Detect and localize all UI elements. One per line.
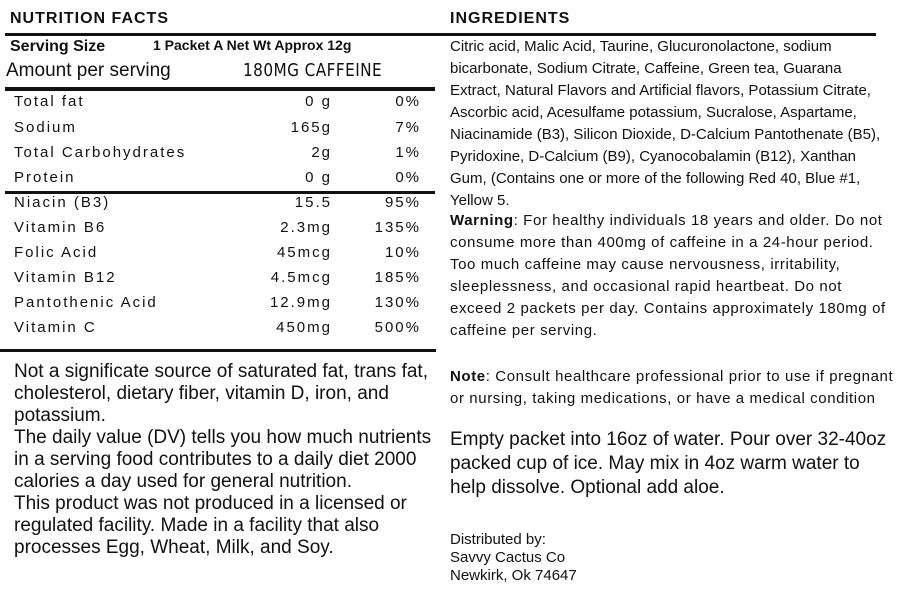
vitamin-dv: 10%: [384, 244, 421, 261]
vitamin-amount: 12.9mg: [269, 294, 332, 311]
nutrient-name: Total fat: [14, 93, 85, 110]
note-block: [450, 366, 895, 410]
vitamin-row-folic-acid: [14, 244, 424, 266]
distributed-by-label: Distributed by:: [450, 531, 546, 548]
vitamin-dv: 95%: [384, 194, 421, 211]
vitamin-name: Vitamin B12: [14, 269, 117, 286]
vitamin-name: Folic Acid: [14, 244, 99, 261]
nutrient-row-protein: [14, 169, 424, 191]
nutrient-row-sodium: [14, 119, 424, 141]
vitamin-row-vitamin-c: [14, 319, 424, 341]
amount-rule: [5, 87, 435, 91]
not-significant-note: Not a significate source of saturated fat, trans fat, cholesterol, dietary fiber, vitamin D, iron, and potassium.: [14, 361, 428, 426]
vitamin-dv: 135%: [374, 219, 421, 236]
nutrient-amount: 165g: [290, 119, 332, 136]
nutrition-facts-title: NUTRITION FACTS: [10, 10, 169, 27]
vitamin-name: Vitamin B6: [14, 219, 107, 236]
distributor-block: [450, 531, 577, 585]
vitamin-dv: 130%: [374, 294, 421, 311]
nutrient-amount: 2g: [311, 144, 332, 161]
vitamin-name: Vitamin C: [14, 319, 97, 336]
vitamin-row-pantothenic-acid: [14, 294, 424, 316]
vitamin-row-b12: [14, 269, 424, 291]
warning-text: : For healthy individuals 18 years and older. Do not consume more than 400mg of caffeine in a 24-hour period. Too much caffeine may cause nervousness, irritability, sleeplessness, and occasional rapid heartbeat. Do not exceed 2 packets per day. Contains approximately 180mg of caffeine per serving.: [450, 212, 886, 339]
facility-note: This product was not produced in a licensed or regulated facility. Made in a facility that also processes Egg, Wheat, Milk, and Soy.: [14, 493, 407, 558]
nutrient-dv: 1%: [395, 144, 421, 161]
vitamin-dv: 185%: [374, 269, 421, 286]
nutrient-amount: 0 g: [305, 93, 332, 110]
serving-size-label: Serving Size: [10, 38, 106, 55]
nutrient-amount: 0 g: [305, 169, 332, 186]
serving-size-value: 1 Packet A Net Wt Approx 12g: [153, 37, 352, 53]
vitamin-amount: 45mcg: [276, 244, 332, 261]
directions: Empty packet into 16oz of water. Pour over 32-40oz packed cup of ice. May mix in 4oz warm water to help dissolve. Optional add aloe.: [450, 429, 887, 498]
nutrient-name: Sodium: [14, 119, 77, 136]
note-label: Note: [450, 368, 486, 385]
vitamin-dv: 500%: [374, 319, 421, 336]
nutrient-row-total-carbohydrates: [14, 144, 424, 166]
vitamin-name: Niacin (B3): [14, 194, 111, 211]
nutrient-row-total-fat: [14, 93, 424, 115]
distributor-name: Savvy Cactus Co: [450, 549, 566, 566]
bottom-rule: [0, 349, 436, 352]
nutrient-dv: 7%: [395, 119, 421, 136]
vitamin-amount: 450mg: [276, 319, 332, 336]
nutrient-name: Protein: [14, 169, 76, 186]
nutrient-name: Total Carbohydrates: [14, 144, 187, 161]
caffeine-amount: 180MG CAFFEINE: [243, 60, 383, 81]
note-text: : Consult healthcare professional prior to use if pregnant or nursing, taking medications, or have a medical condition: [450, 368, 894, 407]
daily-value-note: The daily value (DV) tells you how much nutrients in a serving food contributes to a daily diet 2000 calories a day used for general nutrition.: [14, 427, 432, 492]
vitamin-amount: 4.5mcg: [270, 269, 332, 286]
nutrition-disclaimers: [14, 361, 442, 559]
warning-block: [450, 210, 895, 342]
warning-label: Warning: [450, 212, 514, 229]
vitamin-amount: 15.5: [294, 194, 332, 211]
amount-per-serving-label: Amount per serving: [6, 60, 171, 81]
vitamin-name: Pantothenic Acid: [14, 294, 158, 311]
ingredients-list: Citric acid, Malic Acid, Taurine, Glucuronolactone, sodium bicarbonate, Sodium Citrate, Caffeine, Green tea, Guarana Extract, Natural Flavors and Artificial flavors, Potassium Citrate, Ascorbic acid, Acesulfame potassium, Sucralose, Aspartame, Niacinamide (B3), Silicon Dioxide, D-Calcium Pantothenate (B5), Pyridoxine, D-Calcium (B9), Cyanocobalamin (B12), Xanthan Gum, (Contains one or more of the following Red 40, Blue #1, Yellow 5.: [450, 38, 881, 209]
nutrient-dv: 0%: [395, 169, 421, 186]
vitamin-row-b6: [14, 219, 424, 241]
ingredients-title: INGREDIENTS: [450, 10, 571, 27]
nutrient-dv: 0%: [395, 93, 421, 110]
vitamin-row-niacin: [14, 194, 424, 216]
distributor-address: Newkirk, Ok 74647: [450, 567, 577, 584]
vitamin-amount: 2.3mg: [280, 219, 332, 236]
